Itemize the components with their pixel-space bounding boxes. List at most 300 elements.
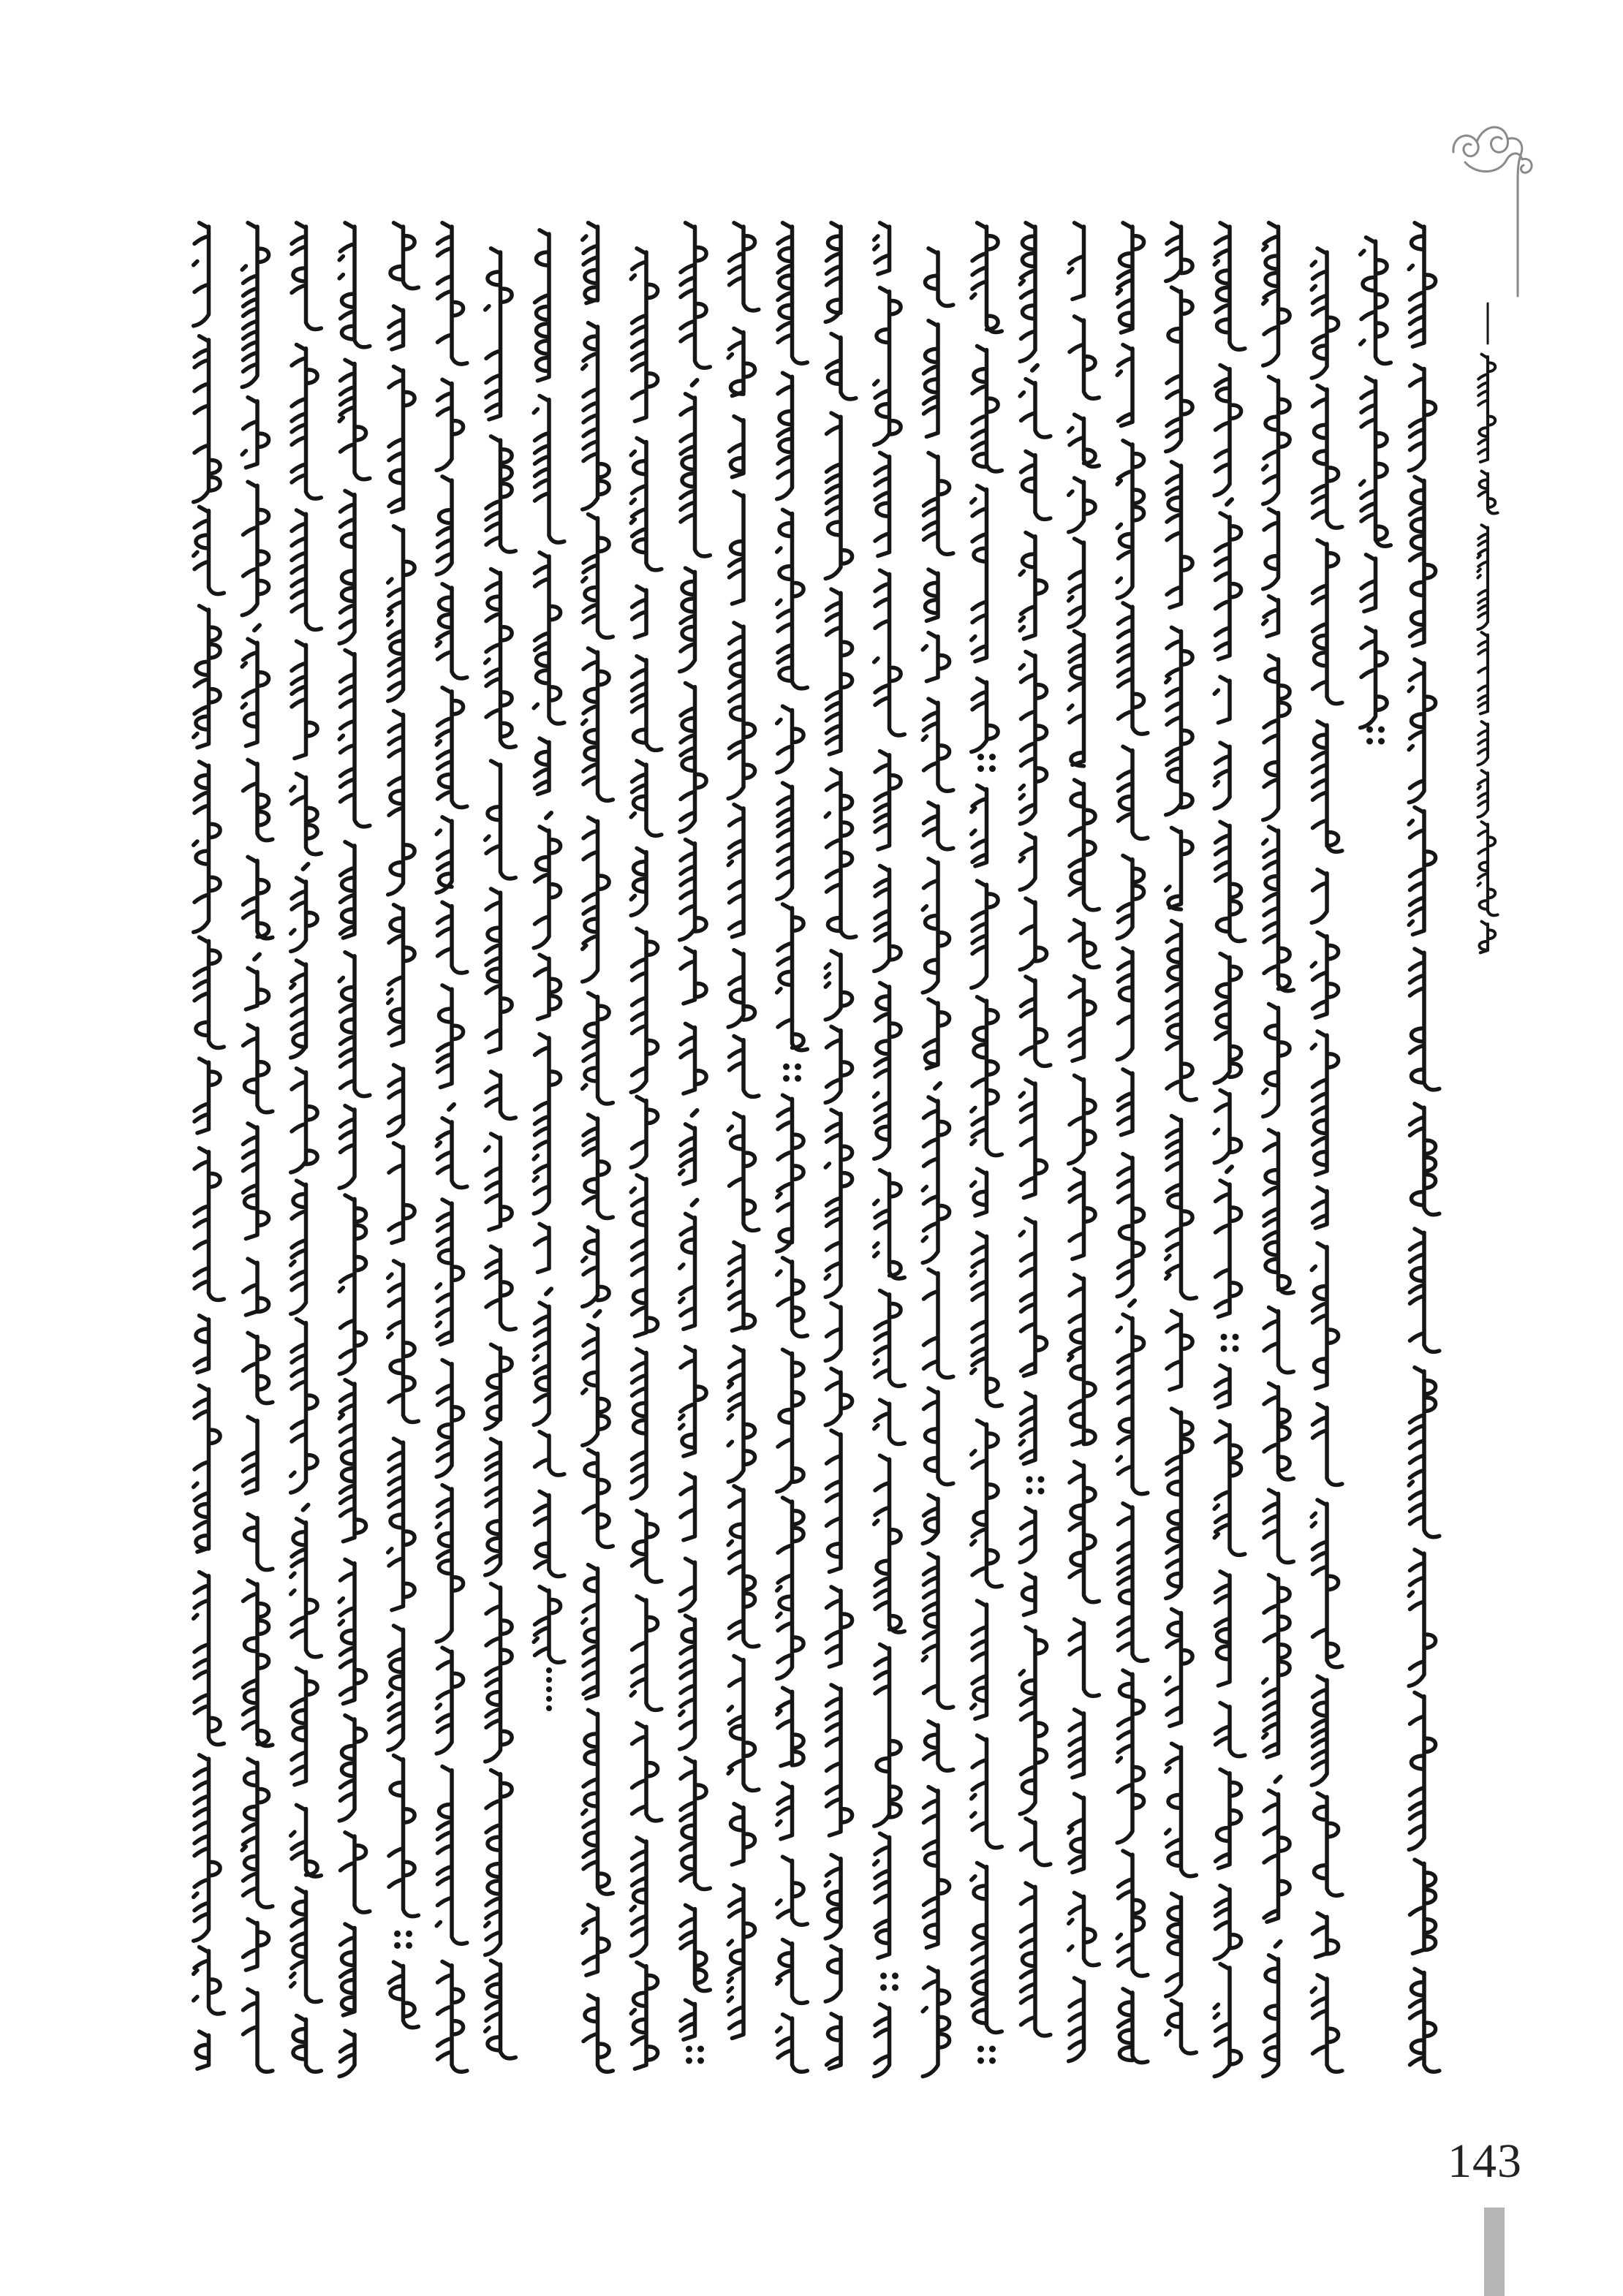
script-word bbox=[242, 639, 268, 746]
script-word bbox=[1020, 1627, 1046, 1814]
script-word bbox=[485, 569, 516, 747]
script-word bbox=[681, 1905, 710, 1990]
punctuation-comma bbox=[546, 813, 551, 818]
script-word bbox=[777, 1857, 808, 1925]
script-word bbox=[874, 288, 901, 445]
script-word bbox=[825, 1110, 852, 1297]
script-word bbox=[583, 993, 613, 1104]
punctuation-dot bbox=[1366, 738, 1373, 745]
script-word bbox=[339, 1559, 366, 1703]
script-word bbox=[730, 491, 744, 604]
script-word bbox=[1070, 1462, 1099, 1602]
script-word bbox=[341, 1924, 355, 2015]
punctuation-dot bbox=[394, 1931, 401, 1937]
script-word bbox=[972, 881, 998, 988]
script-word bbox=[1263, 1575, 1290, 1757]
script-word bbox=[631, 1096, 657, 1167]
punctuation-double-colon bbox=[1366, 727, 1385, 745]
script-word bbox=[1263, 376, 1290, 504]
script-word bbox=[825, 1026, 852, 1102]
script-word bbox=[485, 1134, 512, 1230]
script-word bbox=[777, 1349, 803, 1492]
script-word bbox=[1264, 1383, 1293, 1479]
script-word bbox=[194, 937, 224, 1047]
script-word bbox=[534, 1587, 564, 1663]
script-word bbox=[1216, 1365, 1230, 1408]
punctuation-dot bbox=[1378, 738, 1385, 745]
script-word bbox=[1117, 345, 1132, 426]
script-word bbox=[1410, 1229, 1439, 1352]
ornament-curve bbox=[1453, 136, 1478, 156]
script-word bbox=[728, 1486, 759, 1647]
script-word bbox=[534, 1303, 549, 1425]
script-word bbox=[1263, 509, 1279, 588]
script-word bbox=[1069, 1978, 1084, 2061]
script-word bbox=[777, 1783, 792, 1839]
script-word bbox=[291, 961, 306, 1058]
script-word bbox=[339, 1380, 366, 1542]
script-word bbox=[777, 509, 808, 689]
script-word bbox=[1020, 898, 1046, 969]
script-word bbox=[1312, 1975, 1342, 2072]
script-word bbox=[339, 223, 370, 347]
text-column bbox=[583, 223, 613, 2072]
script-word bbox=[1409, 807, 1435, 934]
script-word bbox=[874, 570, 905, 735]
script-word bbox=[1312, 249, 1338, 378]
script-word bbox=[436, 379, 463, 470]
script-word bbox=[485, 1584, 512, 1762]
text-column bbox=[388, 223, 419, 2028]
script-word bbox=[777, 1095, 803, 1251]
script-word bbox=[825, 413, 852, 579]
script-word bbox=[1020, 1508, 1035, 1563]
script-word bbox=[583, 1115, 613, 1219]
script-word bbox=[390, 223, 418, 289]
text-column bbox=[972, 223, 1002, 2064]
script-word bbox=[631, 1838, 646, 1956]
text-column bbox=[1263, 223, 1294, 2077]
punctuation-comma bbox=[303, 1505, 309, 1510]
script-word bbox=[1410, 1860, 1436, 1953]
script-word bbox=[875, 751, 901, 849]
punctuation-comma bbox=[692, 1200, 697, 1205]
script-word bbox=[436, 1648, 463, 1754]
script-word bbox=[1263, 827, 1294, 991]
script-word bbox=[1070, 920, 1099, 967]
script-word bbox=[681, 223, 710, 368]
script-word bbox=[291, 878, 317, 952]
script-word bbox=[730, 1804, 754, 1865]
script-word bbox=[1166, 1893, 1181, 1996]
punctuation-dot bbox=[1026, 1476, 1033, 1482]
script-word bbox=[1410, 949, 1439, 1090]
punctuation-dot bbox=[546, 1667, 552, 1673]
text-column bbox=[1312, 249, 1342, 2072]
script-word bbox=[972, 678, 998, 751]
script-word bbox=[293, 2015, 321, 2072]
script-word bbox=[583, 817, 609, 982]
running-header bbox=[1478, 303, 1497, 952]
script-word bbox=[923, 1967, 949, 2076]
script-word bbox=[242, 223, 268, 387]
script-word bbox=[924, 321, 939, 437]
punctuation-double-colon bbox=[394, 1931, 412, 1949]
script-word bbox=[485, 1344, 512, 1429]
script-word bbox=[874, 865, 901, 971]
script-word bbox=[972, 485, 987, 661]
script-word bbox=[827, 1587, 852, 1667]
punctuation-dot bbox=[880, 1973, 887, 1979]
script-word bbox=[825, 951, 852, 1020]
script-word bbox=[1117, 855, 1143, 938]
script-word bbox=[436, 584, 467, 678]
script-word bbox=[1216, 1770, 1241, 1868]
script-word bbox=[972, 1232, 1002, 1406]
script-word bbox=[1119, 1504, 1148, 1662]
script-word bbox=[194, 1755, 220, 1941]
script-word bbox=[1312, 1676, 1327, 1785]
script-word bbox=[730, 416, 744, 477]
script-word bbox=[1216, 1572, 1230, 1686]
script-word bbox=[1117, 1670, 1143, 1843]
script-word bbox=[1214, 953, 1241, 1083]
script-word bbox=[1020, 834, 1035, 890]
punctuation-dot bbox=[546, 1705, 552, 1711]
script-word bbox=[1069, 414, 1100, 466]
script-word bbox=[923, 859, 949, 993]
script-word bbox=[631, 249, 657, 421]
text-column bbox=[242, 223, 273, 2072]
script-word bbox=[291, 1518, 322, 1656]
script-word bbox=[388, 1065, 404, 1136]
script-word bbox=[292, 1668, 317, 1785]
script-word bbox=[825, 1946, 841, 2001]
script-word bbox=[583, 1710, 613, 1894]
punctuation-double-colon bbox=[1221, 1333, 1239, 1352]
script-word bbox=[632, 586, 647, 637]
punctuation-dot bbox=[977, 2058, 984, 2064]
punctuation-dot bbox=[1038, 1488, 1045, 1494]
script-word bbox=[583, 1565, 598, 1699]
script-word bbox=[194, 762, 220, 932]
script-word bbox=[389, 1755, 418, 1916]
punctuation-comma bbox=[692, 1110, 697, 1115]
script-word bbox=[389, 1143, 415, 1243]
script-word bbox=[631, 1175, 657, 1336]
script-word bbox=[1020, 652, 1046, 825]
script-word bbox=[1119, 746, 1148, 838]
script-word bbox=[874, 223, 890, 274]
script-word bbox=[825, 1303, 841, 1361]
script-word bbox=[1264, 1490, 1293, 1563]
punctuation-comma bbox=[1276, 1777, 1281, 1782]
script-word bbox=[1478, 822, 1497, 915]
script-word bbox=[242, 482, 268, 615]
script-word bbox=[436, 1767, 467, 1944]
script-word bbox=[728, 1346, 754, 1482]
script-word bbox=[1166, 627, 1192, 814]
script-word bbox=[778, 223, 807, 363]
script-word bbox=[1478, 721, 1488, 765]
script-word bbox=[1166, 223, 1192, 281]
script-word bbox=[534, 1034, 560, 1214]
script-word bbox=[1214, 743, 1230, 808]
script-word bbox=[1409, 1692, 1435, 1849]
script-word bbox=[631, 1596, 662, 1710]
script-word bbox=[339, 1195, 366, 1374]
script-word bbox=[680, 1346, 706, 1456]
script-word bbox=[292, 641, 317, 758]
script-word bbox=[583, 1450, 613, 1547]
script-word bbox=[874, 1170, 905, 1278]
script-word bbox=[728, 1242, 754, 1330]
text-column bbox=[485, 249, 516, 2058]
script-word bbox=[1166, 1609, 1192, 1726]
script-word bbox=[534, 553, 564, 724]
script-word bbox=[681, 1474, 695, 1540]
script-word bbox=[874, 1455, 905, 1632]
script-word bbox=[631, 438, 662, 570]
script-word bbox=[1313, 1187, 1328, 1228]
script-word bbox=[1361, 627, 1387, 728]
script-word bbox=[291, 1069, 317, 1172]
script-word bbox=[1263, 656, 1290, 820]
text-column bbox=[631, 249, 662, 2069]
script-word bbox=[972, 1735, 1002, 1848]
script-word bbox=[875, 452, 890, 556]
script-word bbox=[827, 2014, 841, 2069]
script-word bbox=[632, 1511, 662, 1582]
script-word bbox=[1214, 1090, 1241, 1162]
script-word bbox=[194, 606, 220, 748]
script-word bbox=[1020, 533, 1046, 639]
script-word bbox=[825, 1368, 852, 1425]
script-word bbox=[1312, 933, 1338, 1018]
text-column bbox=[1166, 223, 1197, 2053]
script-word bbox=[923, 699, 953, 791]
script-word bbox=[1313, 1404, 1342, 1485]
script-word bbox=[1021, 1819, 1051, 1865]
script-word bbox=[436, 1485, 463, 1642]
script-word bbox=[924, 1787, 950, 1947]
script-word bbox=[1478, 632, 1488, 713]
script-word bbox=[1410, 1969, 1439, 2072]
punctuation-dot bbox=[1366, 727, 1373, 733]
punctuation-dot bbox=[892, 1985, 898, 1991]
script-word bbox=[728, 1885, 754, 2038]
script-word bbox=[680, 840, 706, 940]
script-word bbox=[341, 842, 355, 938]
script-word bbox=[1409, 1550, 1435, 1686]
script-word bbox=[924, 1721, 953, 1770]
text-column bbox=[777, 223, 808, 2072]
script-word bbox=[485, 1770, 512, 1955]
punctuation-dot bbox=[686, 2046, 692, 2053]
script-word bbox=[388, 526, 415, 701]
body-text bbox=[194, 223, 1439, 2077]
script-word bbox=[1410, 1104, 1439, 1215]
script-word bbox=[485, 1439, 501, 1575]
script-word bbox=[583, 1325, 609, 1445]
script-word bbox=[244, 1514, 272, 1569]
script-word bbox=[923, 1495, 938, 1544]
script-word bbox=[924, 803, 953, 849]
script-word bbox=[1021, 1883, 1051, 2036]
script-word bbox=[1313, 1913, 1339, 1957]
script-word bbox=[339, 490, 355, 643]
script-word bbox=[1119, 1069, 1133, 1135]
script-word bbox=[194, 223, 209, 326]
script-word bbox=[874, 1400, 905, 1444]
script-word bbox=[436, 817, 452, 893]
script-word bbox=[825, 769, 856, 937]
page-edge-tab bbox=[1484, 2208, 1505, 2296]
script-word bbox=[631, 848, 646, 915]
punctuation-dot bbox=[989, 2058, 996, 2064]
script-word bbox=[1166, 1116, 1197, 1299]
script-word bbox=[388, 711, 415, 894]
script-word bbox=[923, 1097, 949, 1263]
script-word bbox=[777, 373, 792, 499]
punctuation-dot bbox=[1026, 1488, 1033, 1494]
script-word bbox=[1166, 1409, 1192, 1598]
text-column bbox=[923, 249, 953, 2077]
script-word bbox=[583, 323, 609, 509]
script-word bbox=[1119, 1989, 1148, 2063]
punctuation-comma bbox=[1227, 1167, 1232, 1172]
punctuation-ellipsis bbox=[546, 1667, 552, 1711]
script-word bbox=[1020, 379, 1051, 438]
text-column bbox=[1020, 223, 1051, 2036]
script-word bbox=[291, 1888, 322, 2002]
script-word bbox=[341, 1833, 370, 1912]
script-word bbox=[1117, 1314, 1148, 1494]
script-word bbox=[1214, 1885, 1241, 1959]
script-word bbox=[339, 360, 370, 480]
script-word bbox=[291, 773, 322, 854]
script-word bbox=[436, 1200, 463, 1344]
script-word bbox=[292, 344, 321, 499]
punctuation-comma bbox=[1032, 365, 1037, 371]
script-word bbox=[1214, 1421, 1245, 1555]
script-word bbox=[485, 249, 512, 420]
script-word bbox=[681, 1758, 710, 1890]
script-word bbox=[583, 223, 598, 303]
script-word bbox=[874, 1833, 890, 1958]
script-word bbox=[243, 1989, 273, 2072]
script-word bbox=[485, 1960, 516, 2058]
script-word bbox=[728, 950, 754, 1027]
ornament-curve bbox=[1521, 159, 1532, 173]
punctuation-dot bbox=[989, 754, 996, 760]
script-word bbox=[438, 1961, 467, 2072]
punctuation-comma bbox=[1227, 499, 1232, 504]
script-word bbox=[1409, 659, 1435, 803]
script-word bbox=[1216, 1181, 1241, 1317]
script-word bbox=[827, 1685, 852, 1835]
script-word bbox=[534, 827, 560, 948]
script-word bbox=[1070, 317, 1099, 398]
script-word bbox=[1166, 1743, 1197, 1876]
text-column bbox=[1214, 223, 1245, 2077]
script-word bbox=[1216, 513, 1241, 659]
script-word bbox=[728, 805, 744, 937]
script-word bbox=[436, 477, 452, 575]
script-word bbox=[680, 568, 695, 672]
script-word bbox=[680, 1558, 695, 1611]
script-word bbox=[436, 1118, 467, 1188]
script-word bbox=[972, 346, 1002, 471]
script-word bbox=[438, 902, 467, 973]
script-word bbox=[1263, 1004, 1290, 1116]
punctuation-comma bbox=[449, 1105, 454, 1110]
script-word bbox=[728, 1656, 759, 1790]
script-word bbox=[1313, 540, 1342, 704]
script-word bbox=[1069, 631, 1084, 766]
script-word bbox=[485, 761, 516, 879]
script-word bbox=[972, 997, 1002, 1156]
script-word bbox=[1478, 770, 1488, 817]
script-word bbox=[243, 857, 273, 939]
script-word bbox=[777, 2015, 808, 2072]
script-word bbox=[730, 223, 759, 311]
script-word bbox=[1214, 365, 1241, 495]
script-word bbox=[827, 333, 856, 399]
script-word bbox=[777, 783, 792, 899]
script-word bbox=[680, 1213, 695, 1329]
script-word bbox=[389, 366, 415, 512]
text-column bbox=[1409, 223, 1439, 2072]
script-word bbox=[1478, 471, 1497, 513]
script-word bbox=[1264, 1790, 1290, 1922]
text-column bbox=[874, 223, 905, 2077]
script-word bbox=[535, 1432, 564, 1475]
script-word bbox=[196, 2031, 209, 2069]
script-word bbox=[194, 1572, 224, 1745]
text-column bbox=[825, 223, 856, 2069]
header-text-column bbox=[1478, 355, 1497, 953]
script-word bbox=[243, 1025, 273, 1113]
script-word bbox=[1409, 1368, 1439, 1537]
script-word bbox=[1478, 355, 1495, 462]
script-word bbox=[291, 1805, 322, 1876]
punctuation-comma bbox=[1276, 1941, 1281, 1947]
script-word bbox=[389, 1962, 418, 2028]
script-word bbox=[246, 968, 268, 1009]
script-word bbox=[194, 1947, 224, 2014]
script-word bbox=[243, 1333, 273, 1403]
script-word bbox=[1313, 385, 1342, 528]
script-word bbox=[535, 1224, 550, 1272]
script-word bbox=[1117, 441, 1143, 599]
script-word bbox=[1409, 223, 1435, 346]
script-word bbox=[1216, 1703, 1245, 1757]
script-word bbox=[1069, 1893, 1100, 1965]
script-word bbox=[972, 785, 987, 866]
punctuation-dot bbox=[795, 1075, 801, 1082]
script-word bbox=[339, 1716, 366, 1821]
text-column bbox=[1361, 238, 1391, 745]
script-word bbox=[583, 648, 613, 800]
script-word bbox=[292, 223, 321, 330]
script-word bbox=[972, 223, 1002, 333]
script-word bbox=[632, 656, 662, 751]
punctuation-dot bbox=[1038, 1476, 1045, 1482]
punctuation-dot bbox=[989, 2046, 996, 2053]
script-word bbox=[1312, 1500, 1342, 1667]
script-word bbox=[1069, 223, 1084, 300]
